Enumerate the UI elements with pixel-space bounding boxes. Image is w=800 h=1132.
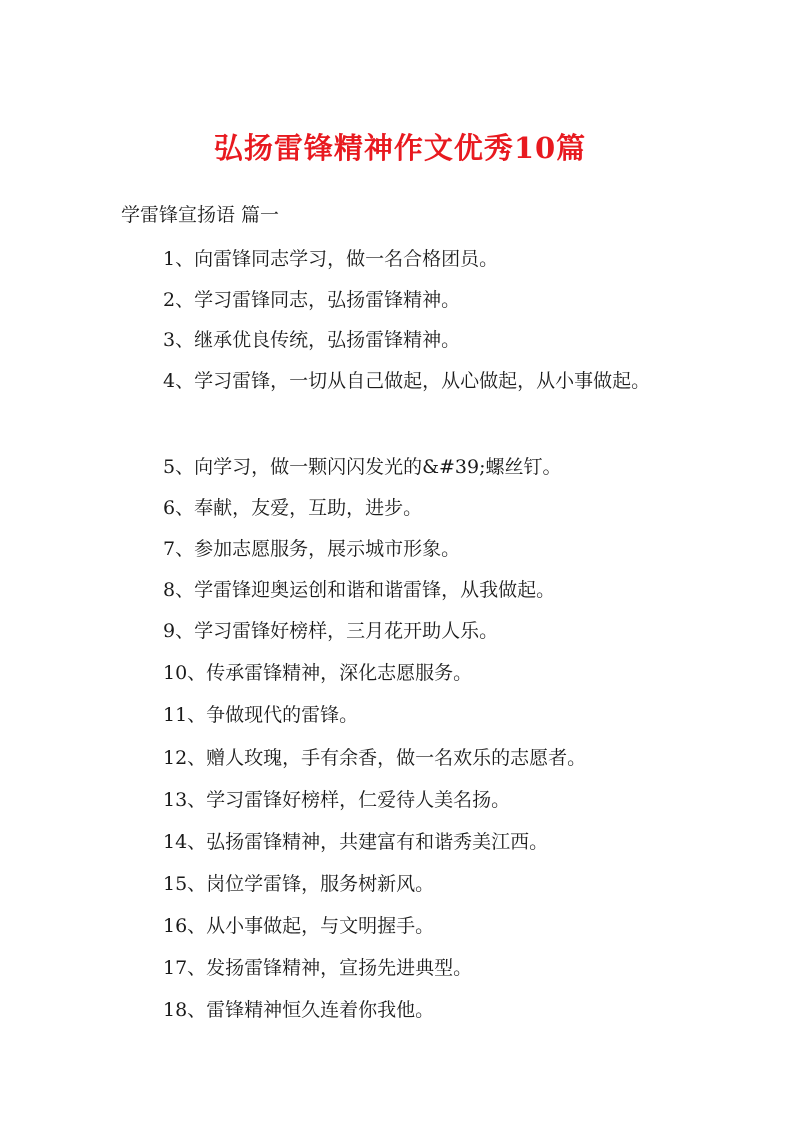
list-item: 17、发扬雷锋精神，宣扬先进典型。	[163, 957, 473, 979]
list-item: 10、传承雷锋精神，深化志愿服务。	[163, 662, 473, 684]
list-item: 6、奉献，友爱，互助，进步。	[163, 497, 423, 519]
section-heading: 学雷锋宣扬语 篇一	[121, 204, 280, 226]
list-item: 8、学雷锋迎奥运创和谐和谐雷锋，从我做起。	[163, 579, 556, 601]
list-item: 11、争做现代的雷锋。	[163, 704, 359, 726]
list-item: 5、向学习，做一颗闪闪发光的&#39;螺丝钉。	[163, 456, 562, 478]
list-item: 4、学习雷锋，一切从自己做起，从心做起，从小事做起。	[163, 370, 651, 392]
page-title: 弘扬雷锋精神作文优秀10篇	[213, 131, 587, 165]
list-item: 16、从小事做起，与文明握手。	[163, 915, 435, 937]
list-item: 13、学习雷锋好榜样，仁爱待人美名扬。	[163, 789, 511, 811]
list-item: 18、雷锋精神恒久连着你我他。	[163, 999, 435, 1021]
list-item: 9、学习雷锋好榜样，三月花开助人乐。	[163, 620, 499, 642]
list-item: 14、弘扬雷锋精神，共建富有和谐秀美江西。	[163, 831, 549, 853]
list-item: 2、学习雷锋同志，弘扬雷锋精神。	[163, 289, 461, 311]
list-item: 3、继承优良传统，弘扬雷锋精神。	[163, 329, 461, 351]
list-item: 7、参加志愿服务，展示城市形象。	[163, 538, 461, 560]
list-item: 15、岗位学雷锋，服务树新风。	[163, 873, 435, 895]
list-item: 12、赠人玫瑰，手有余香，做一名欢乐的志愿者。	[163, 747, 587, 769]
list-item: 1、向雷锋同志学习，做一名合格团员。	[163, 248, 499, 270]
